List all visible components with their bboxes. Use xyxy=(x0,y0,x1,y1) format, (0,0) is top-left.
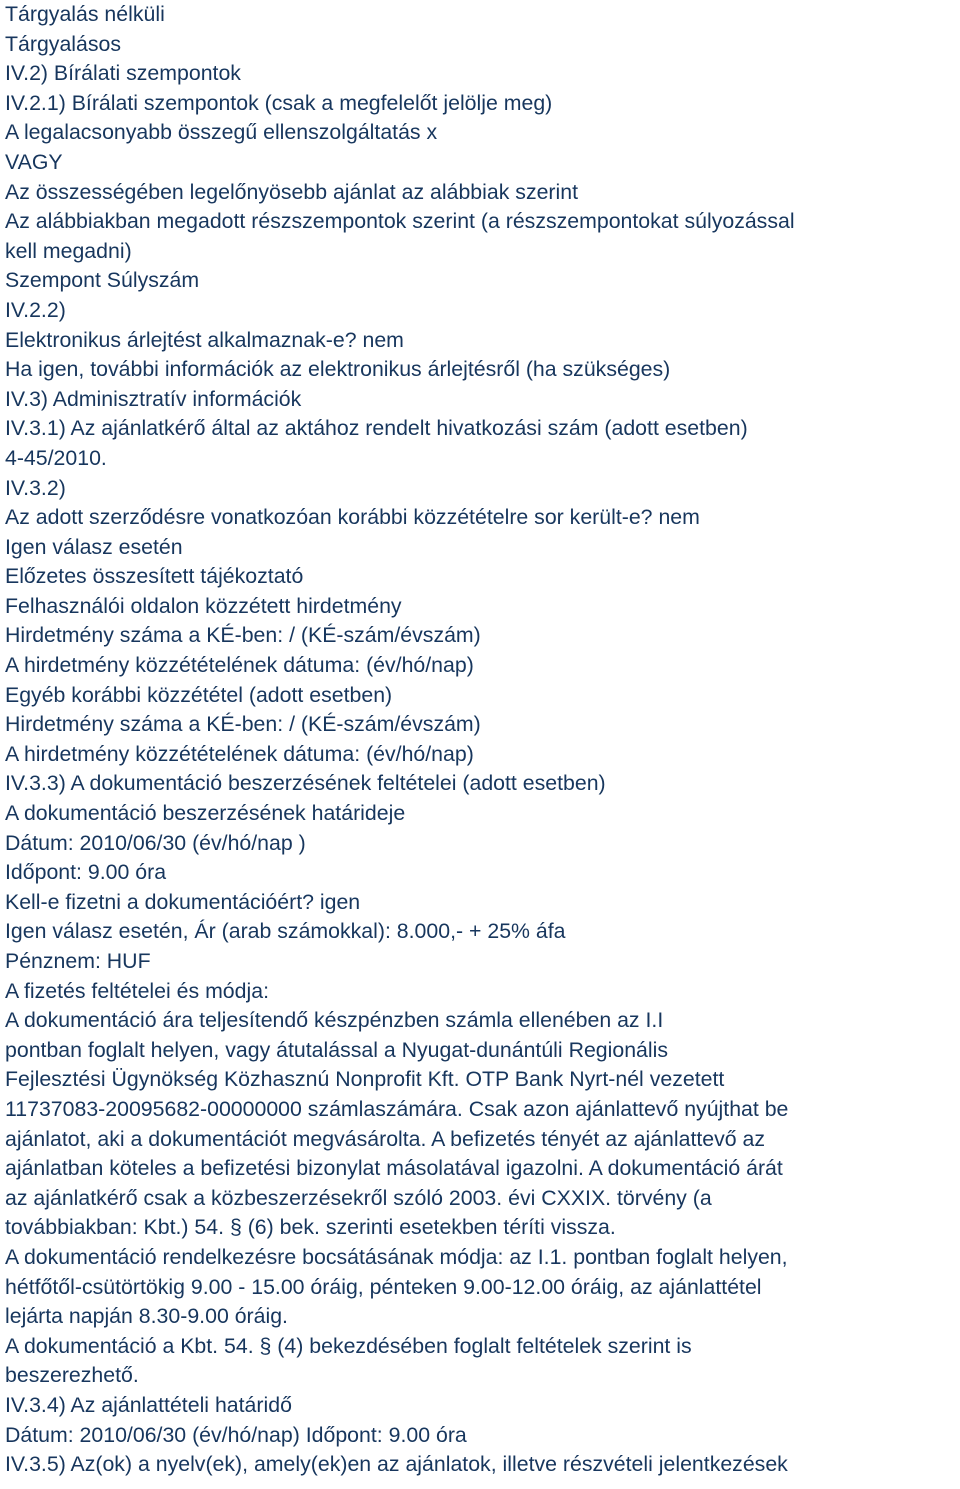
document-line: Fejlesztési Ügynökség Közhasznú Nonprofit Kft. OTP Bank Nyrt-nél vezetett xyxy=(5,1067,725,1092)
document-line: Egyéb korábbi közzététel (adott esetben) xyxy=(5,682,393,707)
document-line: Időpont: 9.00 óra xyxy=(5,860,167,885)
document-line: beszerezhető. xyxy=(5,1363,139,1388)
document-line: pontban foglalt helyen, vagy átutalással a Nyugat-dunántúli Regionális xyxy=(5,1037,669,1062)
document-line: IV.2.2) xyxy=(5,297,66,322)
document-line: Az összességében legelőnyösebb ajánlat az alábbiak szerint xyxy=(5,179,579,204)
document-line: Elektronikus árlejtést alkalmaznak-e? nem xyxy=(5,327,404,352)
document-line: IV.3.4) Az ajánlattételi határidő xyxy=(5,1392,292,1417)
document-line: Hirdetmény száma a KÉ-ben: / (KÉ-szám/évszám) xyxy=(5,712,481,737)
document-line: IV.3.3) A dokumentáció beszerzésének feltételei (adott esetben) xyxy=(5,771,606,796)
document-line: Szempont Súlyszám xyxy=(5,268,200,293)
document-line: az ajánlatkérő csak a közbeszerzésekről szóló 2003. évi CXXIX. törvény (a xyxy=(5,1185,712,1210)
document-line: Pénznem: HUF xyxy=(5,949,151,973)
document-line: 11737083-20095682-00000000 számlaszámára. Csak azon ajánlattevő nyújthat be xyxy=(5,1096,789,1121)
document-line: Ha igen, további információk az elektronikus árlejtésről (ha szükséges) xyxy=(5,357,671,382)
document-body xyxy=(5,0,960,1480)
document-line: 4-45/2010. xyxy=(5,445,107,470)
document-line: lejárta napján 8.30-9.00 óráig. xyxy=(5,1304,288,1329)
document-line: Tárgyalás nélküli xyxy=(5,2,165,26)
document-line: ajánlatban köteles a befizetési bizonylat másolatával igazolni. A dokumentáció árát xyxy=(5,1156,783,1181)
document-line: Dátum: 2010/06/30 (év/hó/nap) Időpont: 9.00 óra xyxy=(5,1422,467,1447)
document-line: A hirdetmény közzétételének dátuma: (év/hó/nap) xyxy=(5,741,474,766)
document-line: Kell-e fizetni a dokumentációért? igen xyxy=(5,889,361,914)
document-line: IV.3) Adminisztratív információk xyxy=(5,386,302,411)
document-line: IV.3.2) xyxy=(5,475,66,500)
document-line: Igen válasz esetén xyxy=(5,534,183,559)
document-line: Igen válasz esetén, Ár (arab számokkal): 8.000,- + 25% áfa xyxy=(5,919,566,944)
document-line: A dokumentáció a Kbt. 54. § (4) bekezdésében foglalt feltételek szerint is xyxy=(5,1333,692,1358)
document-line: Dátum: 2010/06/30 (év/hó/nap ) xyxy=(5,830,306,855)
document-line: Hirdetmény száma a KÉ-ben: / (KÉ-szám/évszám) xyxy=(5,623,481,648)
document-line: VAGY xyxy=(5,149,63,174)
document-line: IV.2) Bírálati szempontok xyxy=(5,61,241,86)
document-line: A legalacsonyabb összegű ellenszolgáltatás x xyxy=(5,120,438,145)
document-line: Tárgyalásos xyxy=(5,31,121,56)
document-line: IV.3.5) Az(ok) a nyelv(ek), amely(ek)en az ajánlatok, illetve részvételi jelentkezések xyxy=(5,1452,788,1477)
document-line: A dokumentáció beszerzésének határideje xyxy=(5,801,406,826)
document-line: hétfőtől-csütörtökig 9.00 - 15.00 óráig, pénteken 9.00-12.00 óráig, az ajánlattétel xyxy=(5,1274,762,1299)
document-line: Felhasználói oldalon közzétett hirdetmény xyxy=(5,593,402,618)
document-line: A hirdetmény közzétételének dátuma: (év/hó/nap) xyxy=(5,653,474,678)
document-line: ajánlatot, aki a dokumentációt megvásárolta. A befizetés tényét az ajánlattevő az xyxy=(5,1126,766,1151)
document-line: A dokumentáció rendelkezésre bocsátásának módja: az I.1. pontban foglalt helyen, xyxy=(5,1244,788,1269)
document-line: Az adott szerződésre vonatkozóan korábbi közzétételre sor került-e? nem xyxy=(5,505,700,530)
document-line: A dokumentáció ára teljesítendő készpénzben számla ellenében az I.I xyxy=(5,1008,664,1033)
document-line: továbbiakban: Kbt.) 54. § (6) bek. szerinti esetekben téríti vissza. xyxy=(5,1215,616,1240)
document-line: IV.3.1) Az ajánlatkérő által az aktához rendelt hivatkozási szám (adott esetben) xyxy=(5,416,748,441)
document-line: Előzetes összesített tájékoztató xyxy=(5,564,304,589)
document-lines xyxy=(5,0,960,1480)
document-line: kell megadni) xyxy=(5,238,132,263)
document-line: Az alábbiakban megadott részszempontok szerint (a részszempontokat súlyozással xyxy=(5,209,795,234)
document-line: A fizetés feltételei és módja: xyxy=(5,978,269,1003)
document-line: IV.2.1) Bírálati szempontok (csak a megfelelőt jelölje meg) xyxy=(5,90,553,115)
